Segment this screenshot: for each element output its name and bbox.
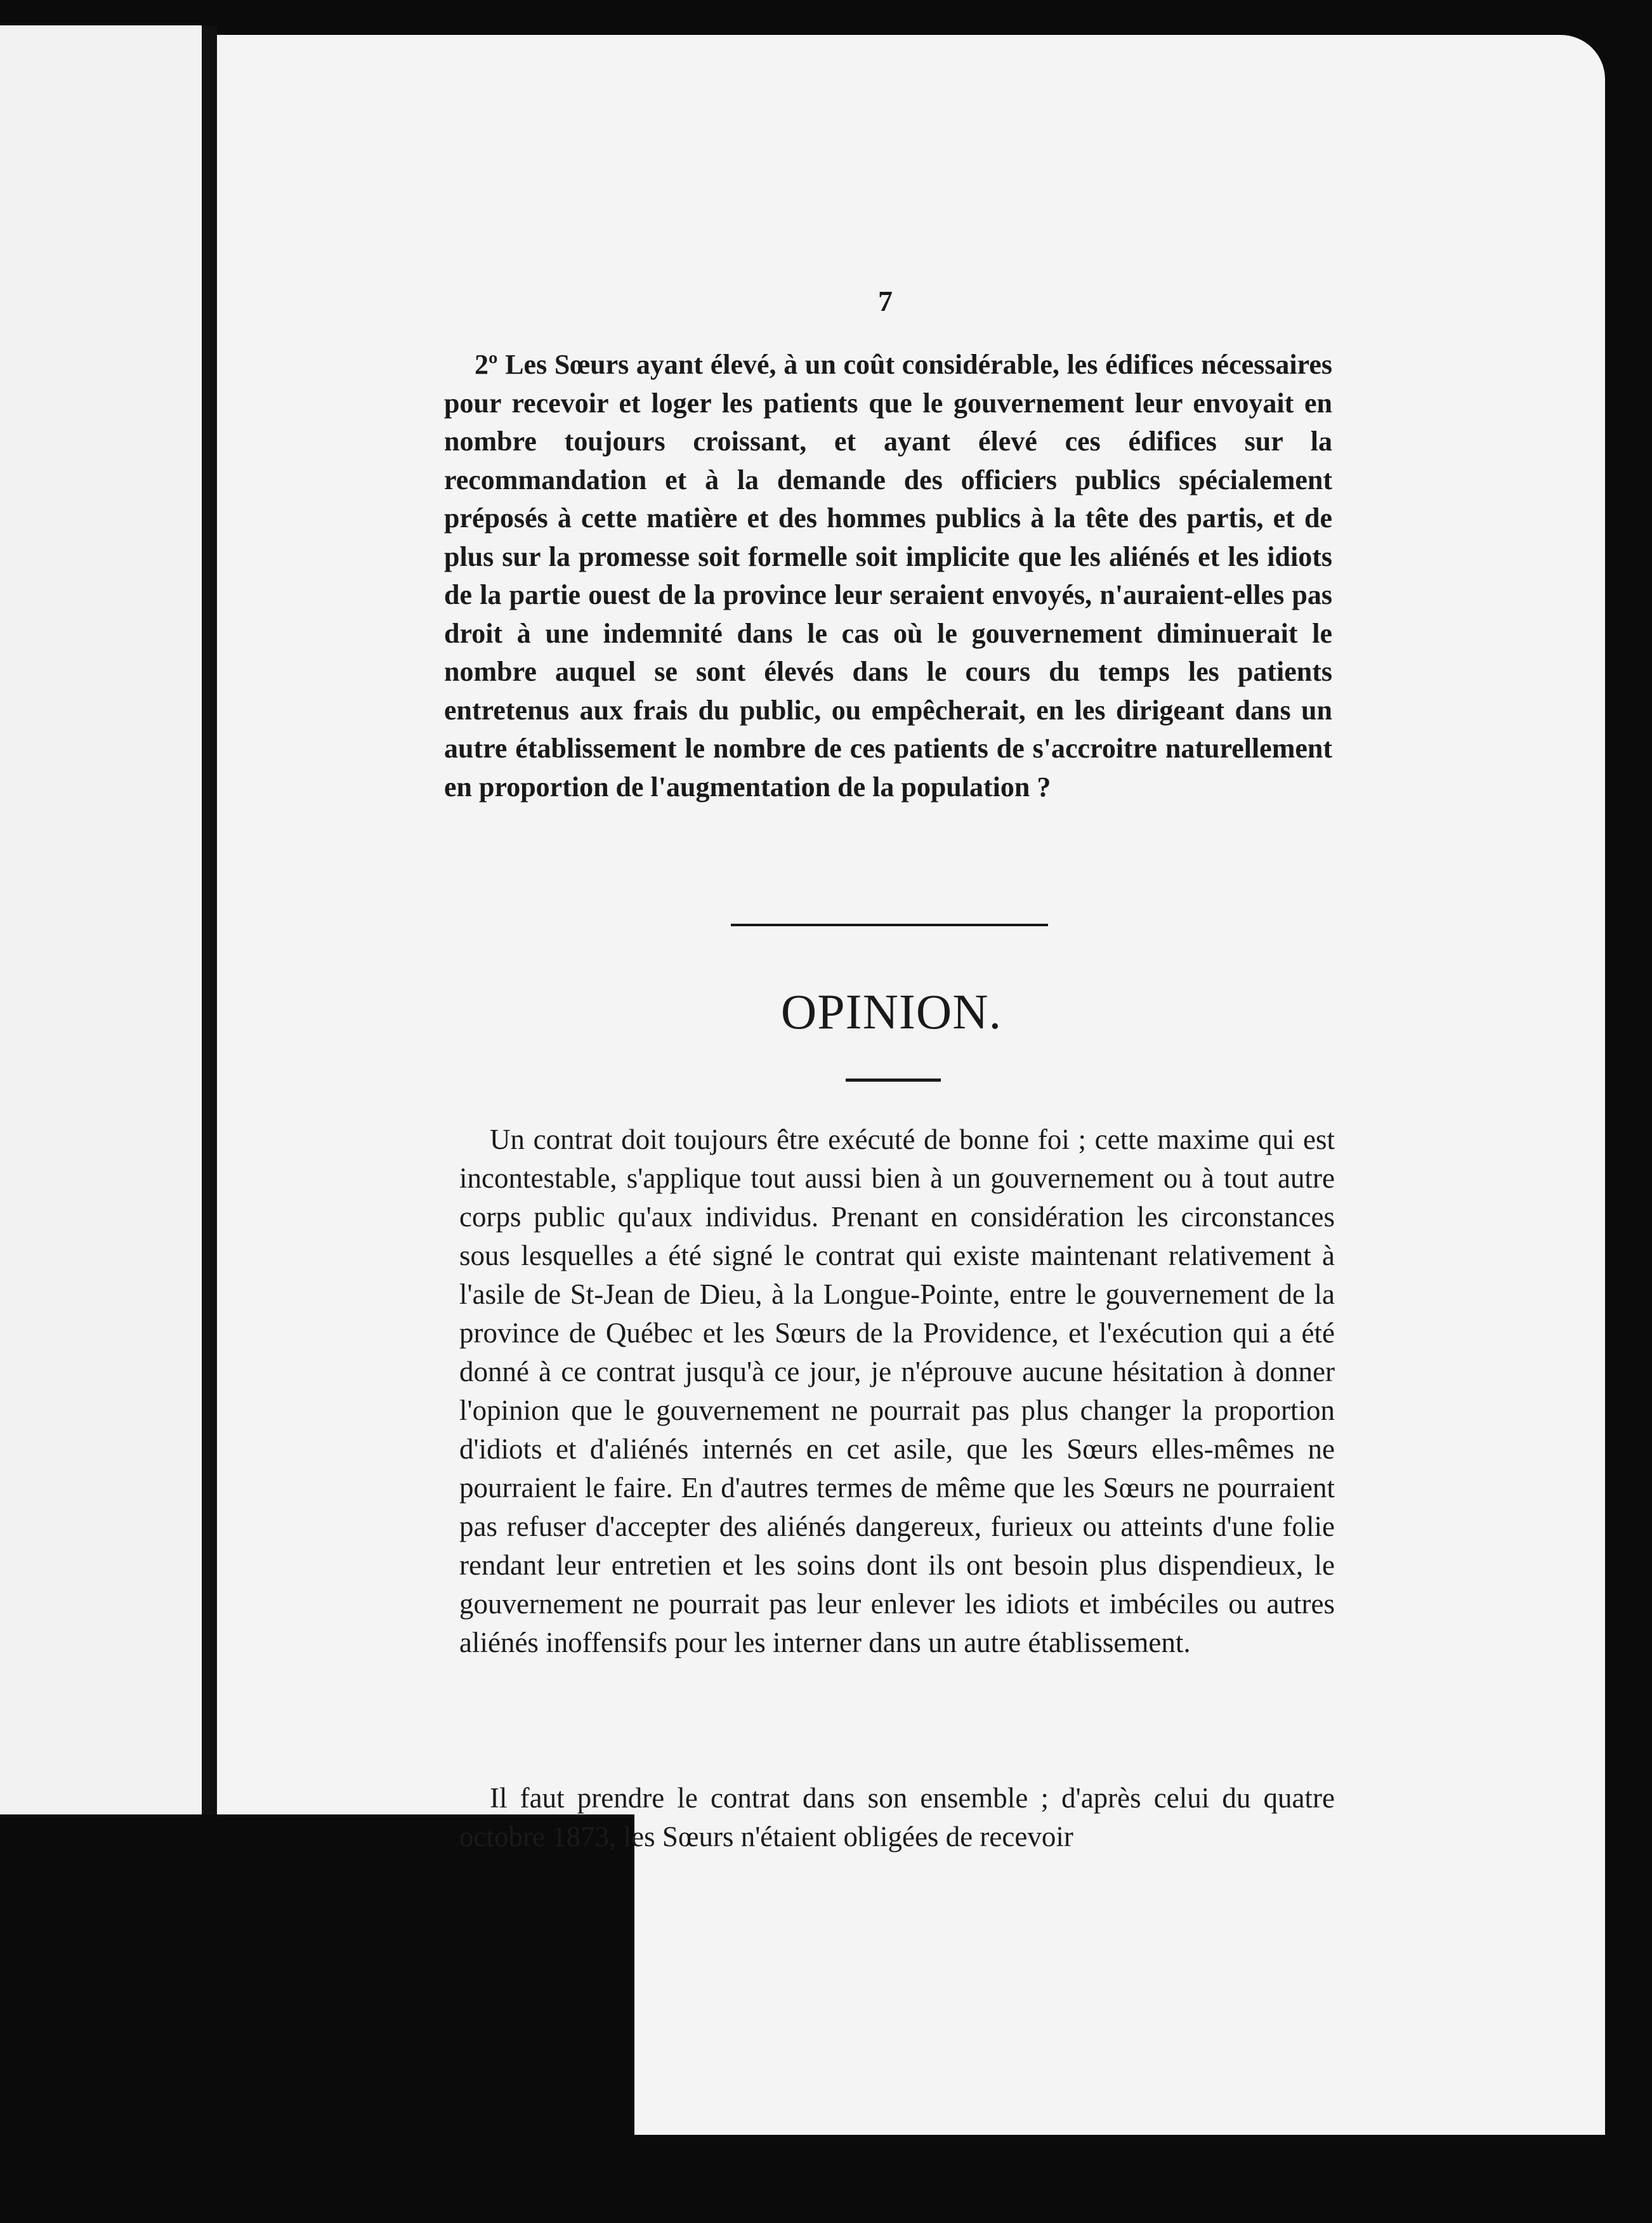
question-paragraph: 2º Les Sœurs ayant élevé, à un coût considérable, les édifices nécessaires pour recevoir et loger les patients que le gouvernement leur envoyait en nombre toujours croissant, et ayant élevé ces édifices sur la recommandation et à la demande des officiers publics spécialement préposés à cette matière et des hommes publics à la tête des partis, et de plus sur la promesse soit formelle soit implicite que les aliénés et les idiots de la partie ouest de la province leur seraient envoyés, n'auraient-elles pas droit à une indemnité dans le cas où le gouvernement diminuerait le nombre auquel se sont élevés dans le cours du temps les patients entretenus aux frais du public, ou empêcherait, en les dirigeant dans un autre établissement le nombre de ces patients de s'accroitre naturellement en proportion de l'augmentation de la population ? bbox=[444, 349, 1332, 803]
section-heading: OPINION. bbox=[780, 984, 1002, 1039]
scan-shadow bbox=[0, 1814, 634, 2223]
page-number: 7 bbox=[878, 285, 893, 317]
facing-page-edge bbox=[0, 25, 209, 1916]
opinion-paragraph-continued: Il faut prendre le contrat dans son ensemble ; d'après celui du quatre octobre 1873, les Sœurs n'étaient obligées de recevoir bbox=[459, 1782, 1335, 1852]
book-spine bbox=[202, 25, 217, 1891]
section-divider bbox=[731, 924, 1048, 926]
opinion-paragraph: Un contrat doit toujours être exécuté de bonne foi ; cette maxime qui est incontestable, s'applique tout aussi bien à un gouvernement ou à tout autre corps public qu'aux individus. Prenant en considération les circonstances sous lesquelles a été signé le contrat qui existe maintenant relativement à l'asile de St-Jean de Dieu, à la Longue-Pointe, entre le gouvernement de la province de Québec et les Sœurs de la Providence, et l'exécution qui a été donné à ce contrat jusqu'à ce jour, je n'éprouve aucune hésitation à donner l'opinion que le gouvernement ne pourrait pas plus changer la proportion d'idiots et d'aliénés internés en cet asile, que les Sœurs elles-mêmes ne pourraient le faire. En d'autres termes de même que les Sœurs ne pourraient pas refuser d'accepter des aliénés dangereux, furieux ou atteints d'une folie rendant leur entretien et les soins dont ils ont besoin plus dispendieux, le gouvernement ne pourrait pas leur enlever les idiots et imbéciles ou autres aliénés inoffensifs pour les interner dans un autre établissement. bbox=[459, 1124, 1335, 1658]
heading-underline bbox=[846, 1079, 941, 1082]
